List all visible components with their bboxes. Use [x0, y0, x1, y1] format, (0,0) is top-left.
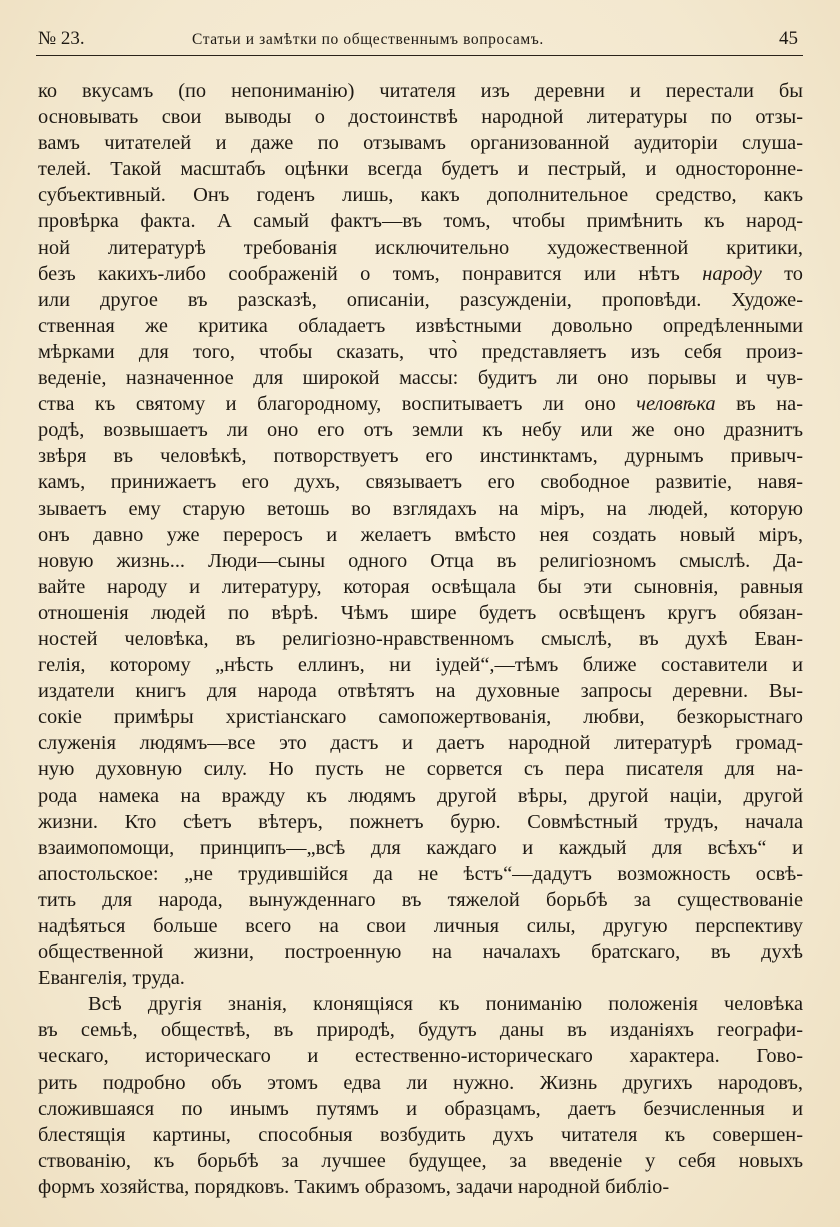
text-line: сложившаяся по инымъ путямъ и образцамъ, даетъ безчисленныя и	[38, 1097, 803, 1120]
text-line	[38, 391, 803, 417]
text-line: жизни. Кто сѣетъ вѣтеръ, пожнетъ бурю. Совмѣстный трудъ, начала	[38, 810, 803, 833]
text-line: новую жизнь... Люди—сыны одного Отца въ религіозномъ смыслѣ. Да-	[38, 549, 803, 572]
text-line: въ семьѣ, обществѣ, въ природѣ, будутъ даны въ изданіяхъ географи-	[38, 1019, 803, 1042]
text-line: апостольское: „не трудившійся да не ѣстъ“—дадутъ возможность освѣ-	[38, 862, 803, 885]
text-line: отношенія людей по вѣрѣ. Чѣмъ шире будетъ освѣщенъ кругъ обязан-	[38, 601, 803, 624]
text-line: общественной жизни, построенную на началахъ братскаго, въ духѣ	[38, 941, 803, 964]
text-line: вамъ читателей и даже по отзывамъ организованной аудиторіи слуша-	[38, 132, 803, 155]
page-number: 45	[779, 28, 798, 49]
text-line: надѣяться больше всего на свои личныя силы, другую перспективу	[38, 915, 803, 937]
text-line: тить для народа, вынужденнаго въ тяжелой борьбѣ за существованіе	[38, 888, 803, 911]
text-line: формъ хозяйства, порядковъ. Такимъ образомъ, задачи народной библіо-	[38, 1175, 670, 1198]
header-rule	[36, 55, 803, 56]
text-line	[38, 261, 803, 287]
running-header	[38, 28, 802, 52]
text-line: или другое въ разсказѣ, описаніи, разсужденіи, проповѣди. Художе-	[38, 288, 803, 311]
text-line: ной литературѣ требованія исключительно художественной критики,	[38, 236, 803, 259]
text-line: провѣрка факта. А самый фактъ—въ томъ, чтобы примѣнить къ народ-	[38, 210, 803, 233]
text-line: зываетъ ему старую ветошь во взглядахъ на міръ, на людей, которую	[38, 497, 803, 520]
text-line: ко вкусамъ (по непониманію) читателя изъ деревни и перестали бы	[38, 80, 803, 102]
text-segment: ства къ святому и благородному, воспитываетъ ли оно	[38, 393, 637, 416]
text-line: Всѣ другія знанія, клонящіяся къ пониманію положенія человѣка	[88, 993, 803, 1016]
body-text	[38, 78, 803, 1200]
text-line: Евангелія, труда.	[38, 967, 185, 990]
text-line: ческаго, историческаго и естественно-историческаго характера. Гово-	[38, 1045, 803, 1068]
text-line: взаимопомощи, принципъ—„всѣ для каждаго и каждый для всѣхъ“ и	[38, 836, 803, 859]
text-line: онъ давно уже переросъ и желаетъ вмѣсто нея создать новый міръ,	[38, 523, 803, 546]
text-line: телей. Такой масштабъ оцѣнки всегда будетъ и пестрый, и односторонне-	[38, 158, 803, 181]
text-segment: въ на-	[715, 393, 803, 416]
text-line: сокіе примѣры христіанскаго самопожертвованія, любви, безкорыстнаго	[38, 706, 803, 729]
text-line: издатели книгъ для народа отвѣтятъ на духовные запросы деревни. Вы-	[38, 680, 803, 703]
text-line: мѣрками для того, чтобы сказать, что̀ представляетъ изъ себя произ-	[38, 340, 803, 363]
text-line: служенія людямъ—все это дастъ и даетъ народной литературѣ громад-	[38, 732, 803, 755]
section-title: Статьи и замѣтки по общественнымъ вопросамъ.	[192, 31, 544, 48]
issue-number: № 23.	[38, 28, 85, 49]
text-line: родѣ, возвышаетъ ли оно его отъ земли къ небу или же оно дразнитъ	[38, 419, 803, 442]
text-line: блестящія картины, способныя возбудить духъ читателя къ совершен-	[38, 1123, 803, 1146]
text-line: субъективный. Онъ годенъ лишь, какъ дополнительное средство, какъ	[38, 184, 803, 207]
text-line: ствованію, къ борьбѣ за лучшее будущее, за введеніе у себя новыхъ	[38, 1149, 803, 1172]
emphasis-text: человѣка	[636, 393, 716, 416]
text-line: вайте народу и литературу, которая освѣщала бы эти сыновнія, равныя	[38, 575, 803, 598]
text-line: ную духовную силу. Но пусть не сорвется съ пера писателя для на-	[38, 758, 803, 781]
emphasis-text: народу	[702, 262, 762, 285]
text-line: гелія, которому „нѣсть еллинъ, ни іудей“,—тѣмъ ближе составители и	[38, 654, 803, 677]
text-line: звѣря въ человѣкѣ, потворствуетъ его инстинктамъ, дурнымъ привыч-	[38, 445, 803, 468]
text-segment: безъ какихъ-либо соображеній о томъ, понравится или нѣтъ	[38, 262, 703, 285]
text-line: рода намека на вражду къ людямъ другой вѣры, другой націи, другой	[38, 784, 803, 807]
text-line: камъ, принижаетъ его духъ, связываетъ его свободное развитіе, навя-	[38, 471, 803, 494]
text-line: основывать свои выводы о достоинствѣ народной литературы по отзы-	[38, 106, 803, 129]
text-line: ностей человѣка, въ религіозно-нравственномъ смыслѣ, въ духѣ Еван-	[38, 627, 803, 650]
text-line: веденіе, назначенное для широкой массы: будитъ ли оно порывы и чув-	[38, 367, 803, 390]
text-segment: то	[761, 262, 803, 285]
text-line: ственная же критика обладаетъ извѣстными довольно опредѣленными	[38, 314, 803, 337]
text-line: рить подробно объ этомъ едва ли нужно. Жизнь другихъ народовъ,	[38, 1071, 803, 1094]
